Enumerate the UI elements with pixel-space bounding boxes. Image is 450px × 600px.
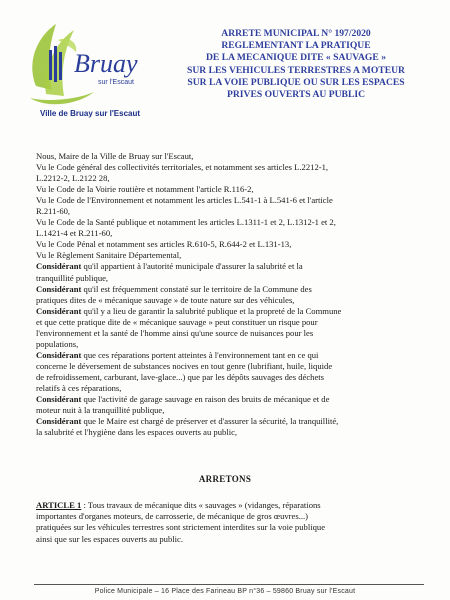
title-line: DE LA MECANIQUE DITE « SAUVAGE » — [205, 52, 386, 64]
considerant-word: Considérant — [36, 416, 82, 427]
considerant-line: concerne le déversement de substances nocives en tout genre (lubrifiant, huile, liquide — [36, 360, 333, 371]
considerant-line: l'environnement et la santé de l'homme ainsi qu'une source de nuisances pour les — [36, 327, 314, 338]
considerant-line: Considérant que l'activité de garage sauvage en raison des bruits de mécanique et de — [36, 394, 330, 405]
preamble-line: Vu le Code Pénal et notamment ses articles R.610-5, R.644-2 et L.131-13, — [36, 239, 292, 250]
preamble-line: Vu le Code de l'Environnement et notamment les articles L.541-1 à L.541-6 et l'article — [36, 195, 333, 206]
considerant-line: populations, — [36, 338, 79, 349]
considerant-word: Considérant — [36, 261, 82, 272]
considerant-line: Considérant que le Maire est chargé de préserver et d'assurer la sécurité, la tranquillité, — [36, 416, 339, 427]
logo-brand: Bruay — [74, 49, 138, 78]
considerant-line: Considérant qu'il appartient à l'autorité municipale d'assurer la salubrité et la — [36, 261, 303, 272]
title-line: SUR LA VOIE PUBLIQUE OU SUR LES ESPACES — [187, 76, 405, 88]
city-logo — [16, 16, 156, 116]
preamble-line: R.211-60, — [36, 206, 71, 217]
considerant-line: Considérant qu'il y a lieu de garantir la salubrité publique et la propreté de la Commune — [36, 305, 342, 316]
title-line: PRIVES OUVERTS AU PUBLIC — [227, 89, 365, 101]
preamble-line: Vu le Code de la Voirie routière et notamment l'article R.116-2, — [36, 184, 254, 195]
considerant-line: de refroidissement, carburant, lave-glace...) que par les dépôts sauvages des déchets — [36, 371, 325, 382]
considerant-line: la salubrité et l'hygiène dans les espaces ouverts au public, — [36, 427, 238, 438]
considerant-line: moteur nuit à la tranquillité publique, — [36, 405, 165, 416]
considerant-line: Considérant que ces réparations portent atteintes à l'environnement tant en ce qui — [36, 349, 319, 360]
arretons-heading: ARRETONS — [198, 474, 252, 484]
preamble-line: L.2212-2, L.2122 28, — [36, 173, 110, 184]
decree-preamble — [36, 151, 408, 438]
decree-title — [156, 28, 436, 101]
article-line: importantes d'organes moteurs, de carrosserie, de mécanique de gros œuvres...) — [36, 511, 309, 522]
considerant-line: tranquillité publique, — [36, 272, 109, 283]
page-footer: Police Municipale – 16 Place des Farineau BP n°36 – 59860 Bruay sur l'Escaut — [94, 588, 356, 595]
considerant-line: relatifs à ces réparations, — [36, 382, 122, 393]
title-line: ARRETE MUNICIPAL N° 197/2020 — [221, 28, 371, 39]
article-1-label: ARTICLE 1 — [36, 500, 82, 510]
article-line: ainsi que sur les espaces ouverts au public. — [36, 533, 184, 544]
preamble-line: Vu le Code général des collectivités territoriales, et notamment ses articles L.2212-1, — [36, 162, 329, 173]
considerant-word: Considérant — [36, 305, 82, 316]
considerant-line: et que cette pratique dite de « mécanique sauvage » peut constituer un risque pour — [36, 316, 318, 327]
preamble-line: Vu le Règlement Sanitaire Départemental, — [36, 250, 182, 261]
title-line: SUR LES VEHICULES TERRESTRES A MOTEUR — [187, 64, 405, 76]
considerant-word: Considérant — [36, 283, 82, 294]
preamble-line: L.1421-4 et R.211-60, — [36, 228, 113, 239]
considerant-line: Considérant qu'il est fréquemment constaté sur le territoire de la Commune des — [36, 283, 312, 294]
city-logo-graphic — [16, 16, 156, 108]
preamble-line: Nous, Maire de la Ville de Bruay sur l'Escaut, — [36, 151, 194, 161]
title-line: REGLEMENTANT LA PRATIQUE — [221, 40, 371, 52]
footer-divider — [34, 584, 424, 585]
article-line: pratiquées sur les véhicules terrestres sont strictement interdites sur la voie publique — [36, 522, 326, 533]
preamble-line: Vu le Code de la Santé publique et notamment les articles L.1311-1 et 2, L.1312-1 et 2, — [36, 217, 336, 228]
considerant-word: Considérant — [36, 349, 82, 360]
article-1: ARTICLE 1 : Tous travaux de mécanique dits « sauvages » (vidanges, réparations importantes d'organes moteurs, de carrosserie, de mécanique de gros œuvres...) pratiquées sur les véhicules terrestres sont strictement interdites sur la voie publique ainsi que sur les espaces ouverts au public. — [36, 500, 408, 545]
logo-caption: Ville de Bruay sur l'Escaut — [40, 109, 141, 118]
logo-brand-sub: sur l'Escaut — [98, 79, 134, 86]
considerant-line: pratiques dites de « mécanique sauvage » de toute nature sur des véhicules, — [36, 294, 295, 305]
considerant-word: Considérant — [36, 394, 82, 405]
